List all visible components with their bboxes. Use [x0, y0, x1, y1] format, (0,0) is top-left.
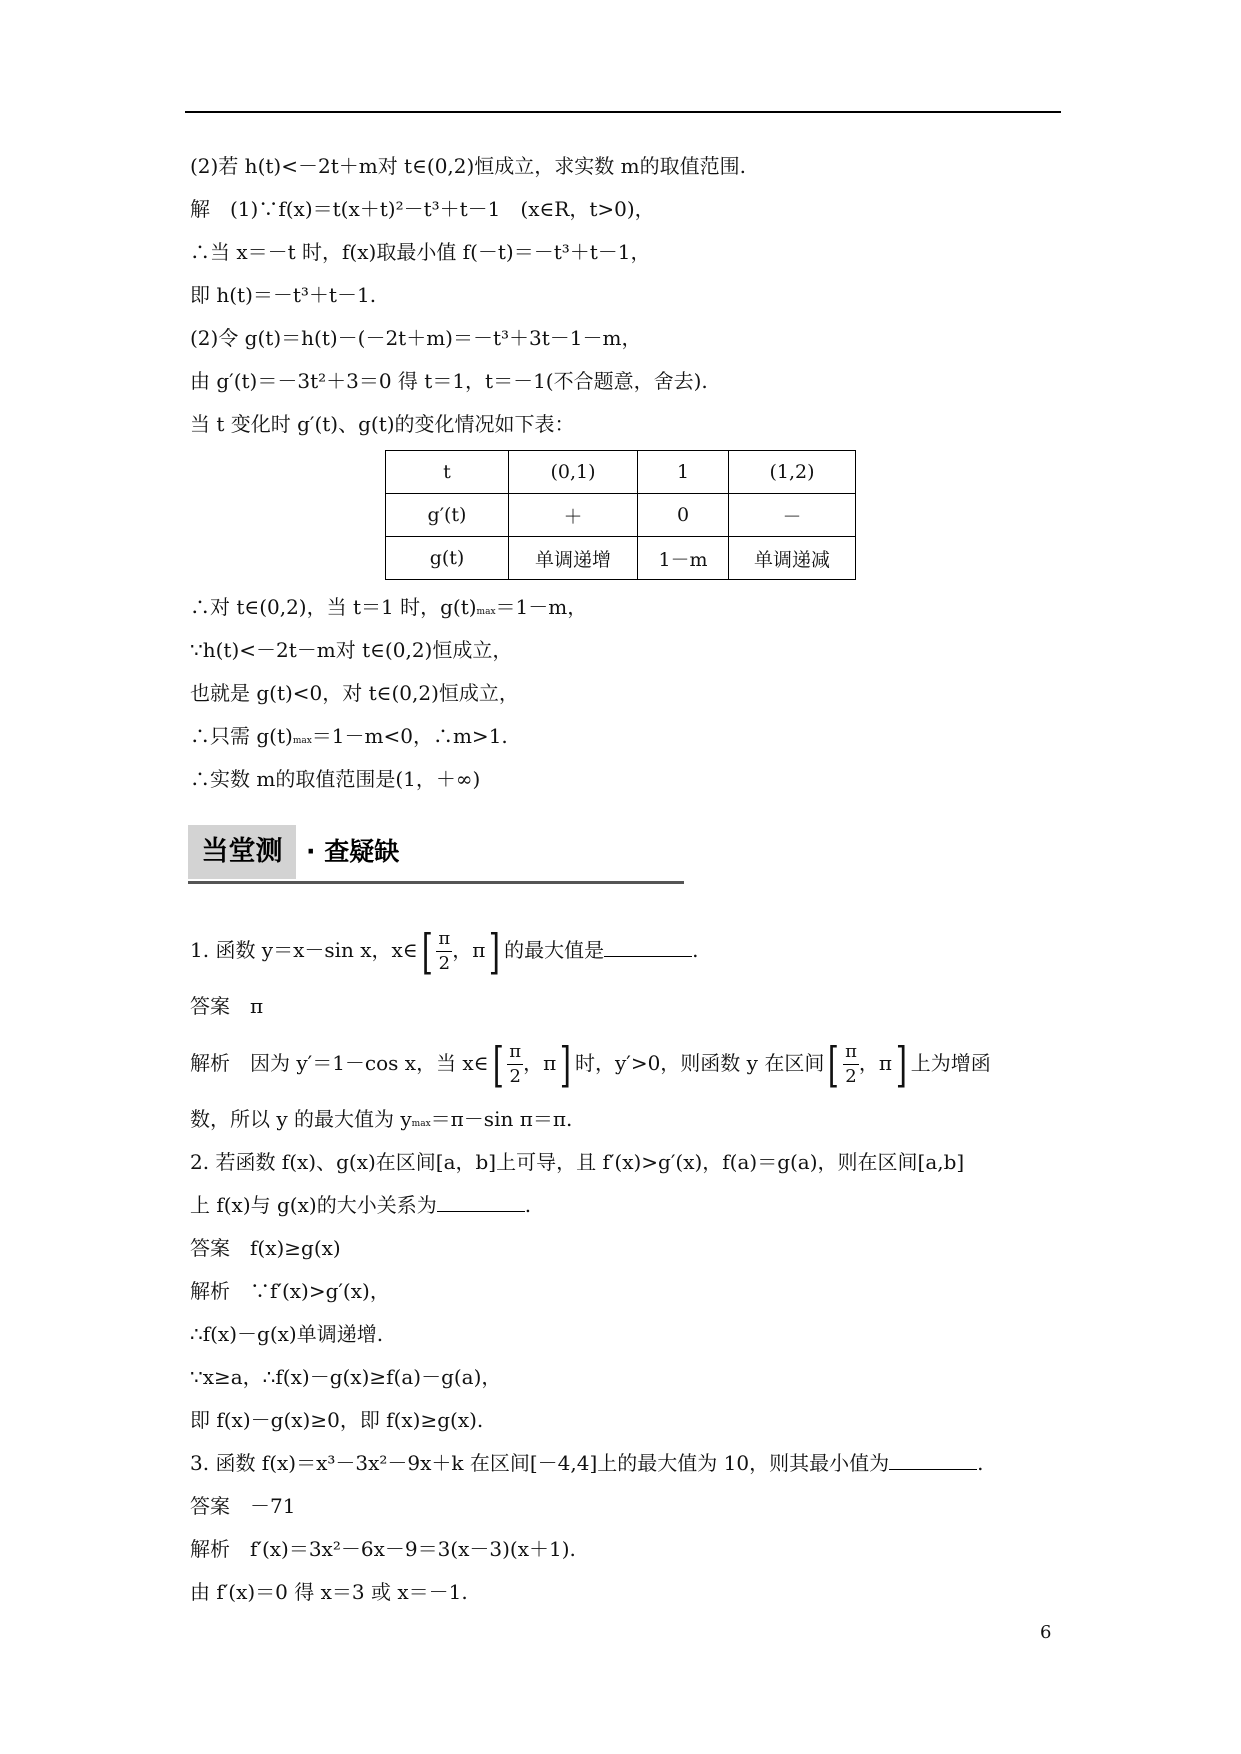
- text-span: ∴对 t∈(0,2)，当 t＝1 时，g(t): [190, 595, 477, 619]
- answer-line: 答案 f(x)≥g(x): [190, 1236, 341, 1260]
- explanation-line: ∴f(x)－g(x)单调递增.: [190, 1322, 384, 1346]
- subscript: max: [411, 1119, 431, 1129]
- text-span: .: [692, 938, 699, 962]
- text-line: 即 h(t)＝－t³＋t－1.: [190, 283, 377, 307]
- bracket-right-icon: ]: [559, 1036, 572, 1093]
- text-line: ∴当 x＝－t 时，f(x)取最小值 f(－t)＝－t³＋t－1，: [190, 240, 651, 264]
- table-row: [386, 537, 856, 580]
- question-1-stem: [190, 915, 1060, 985]
- text-span: ∴只需 g(t): [190, 724, 293, 748]
- header-rule: [185, 111, 1061, 113]
- explanation-line: 由 f′(x)＝0 得 x＝3 或 x＝－1.: [190, 1580, 468, 1604]
- table-cell: t: [386, 451, 509, 494]
- bracket-left-icon: [: [492, 1036, 504, 1093]
- table-cell: 单调递减: [729, 537, 856, 580]
- section-rule: [188, 881, 684, 884]
- explanation-line: 解析 f′(x)＝3x²－6x－9＝3(x－3)(x＋1).: [190, 1537, 576, 1561]
- answer-line: 答案 －71: [190, 1494, 296, 1518]
- explanation-line: 即 f(x)－g(x)≥0，即 f(x)≥g(x).: [190, 1408, 484, 1432]
- section-header: [190, 825, 1060, 915]
- text-span: 1. 函数 y＝x－sin x，x∈: [190, 938, 418, 962]
- explanation-line: ∵x≥a，∴f(x)－g(x)≥f(a)－g(a)，: [190, 1365, 502, 1389]
- text-span: ＝1－m<0，∴m>1.: [311, 724, 508, 748]
- bracket-right-icon: ]: [489, 923, 501, 980]
- section-subtitle: · 查疑缺: [306, 837, 400, 866]
- table-row: [386, 494, 856, 537]
- explanation-line: [190, 1028, 1060, 1098]
- text-span: 的最大值是: [504, 938, 605, 962]
- question-3-stem: [190, 1442, 1060, 1485]
- text-span: 上 f(x)与 g(x)的大小关系为: [190, 1193, 437, 1217]
- question-2-stem: [190, 1184, 1060, 1227]
- page-body: [190, 145, 1060, 1614]
- table-cell: 1－m: [638, 537, 729, 580]
- text-line: (2)若 h(t)<－2t＋m对 t∈(0,2)恒成立，求实数 m的取值范围.: [190, 154, 746, 178]
- text-span: ＝1－m，: [495, 595, 588, 619]
- numerator: π: [507, 1043, 523, 1065]
- table-cell: g′(t): [386, 494, 509, 537]
- text-span: 时，y′>0，则函数 y 在区间: [574, 1051, 825, 1075]
- text-line: 解 (1)∵f(x)＝t(x＋t)²－t³＋t－1 (x∈R，t>0)，: [190, 197, 655, 221]
- table-cell: 1: [638, 451, 729, 494]
- text-span: 上为增函: [910, 1051, 991, 1075]
- page-number: 6: [1040, 1622, 1052, 1643]
- fraction: [436, 930, 452, 973]
- text-span: ，π: [523, 1051, 557, 1075]
- numerator: π: [436, 930, 452, 952]
- answer-blank: [437, 1191, 525, 1212]
- text-span: ，π: [452, 938, 486, 962]
- text-line: ∴实数 m的取值范围是(1，＋∞): [190, 767, 481, 791]
- section-title-box: 当堂测: [188, 825, 296, 879]
- text-span: .: [524, 1193, 532, 1217]
- text-line: 由 g′(t)＝－3t²＋3＝0 得 t＝1，t＝－1(不合题意，舍去).: [190, 369, 708, 393]
- answer-line: 答案 π: [190, 994, 264, 1018]
- table-cell: －: [729, 494, 856, 537]
- table-row: [386, 451, 856, 494]
- fraction: [507, 1043, 523, 1086]
- denominator: 2: [509, 1066, 521, 1087]
- text-span: ，π: [858, 1051, 893, 1075]
- table-cell: ＋: [509, 494, 638, 537]
- fraction: [843, 1043, 859, 1086]
- text-line: (2)令 g(t)＝h(t)－(－2t＋m)＝－t³＋3t－1－m，: [190, 326, 642, 350]
- text-span: .: [977, 1451, 984, 1475]
- bracket-right-icon: ]: [895, 1036, 908, 1093]
- denominator: 2: [438, 953, 451, 974]
- text-span: ＝π－sin π＝π.: [430, 1107, 573, 1131]
- table-cell: (0,1): [509, 451, 638, 494]
- subscript: max: [476, 607, 496, 617]
- explanation-line: 解析 ∵f′(x)>g′(x)，: [190, 1279, 390, 1303]
- table-cell: (1,2): [729, 451, 856, 494]
- variation-table: [385, 450, 856, 580]
- bracket-left-icon: [: [828, 1036, 840, 1093]
- table-cell: g(t): [386, 537, 509, 580]
- text-line: [190, 715, 1060, 758]
- question-2-stem: 2. 若函数 f(x)、g(x)在区间[a，b]上可导，且 f′(x)>g′(x)，f(a)＝g(a)，则在区间[a,b]: [190, 1150, 965, 1174]
- answer-blank: [604, 936, 692, 957]
- variation-table-wrapper: [190, 450, 1060, 580]
- text-line: 也就是 g(t)<0，对 t∈(0,2)恒成立，: [190, 681, 519, 705]
- table-cell: 0: [638, 494, 729, 537]
- bracket-left-icon: [: [421, 923, 433, 980]
- text-span: 数，所以 y 的最大值为 y: [190, 1107, 412, 1131]
- numerator: π: [843, 1043, 859, 1065]
- subscript: max: [292, 736, 312, 746]
- explanation-line: [190, 1098, 1060, 1141]
- text-line: 当 t 变化时 g′(t)、g(t)的变化情况如下表：: [190, 412, 575, 436]
- table-cell: 单调递增: [509, 537, 638, 580]
- text-span: 3. 函数 f(x)＝x³－3x²－9x＋k 在区间[－4,4]上的最大值为 10，则其最小值为: [190, 1451, 890, 1475]
- denominator: 2: [845, 1066, 857, 1087]
- text-span: 解析 因为 y′＝1－cos x，当 x∈: [190, 1051, 489, 1075]
- answer-blank: [889, 1449, 977, 1470]
- text-line: ∵h(t)<－2t－m对 t∈(0,2)恒成立，: [190, 638, 513, 662]
- text-line: [190, 586, 1060, 629]
